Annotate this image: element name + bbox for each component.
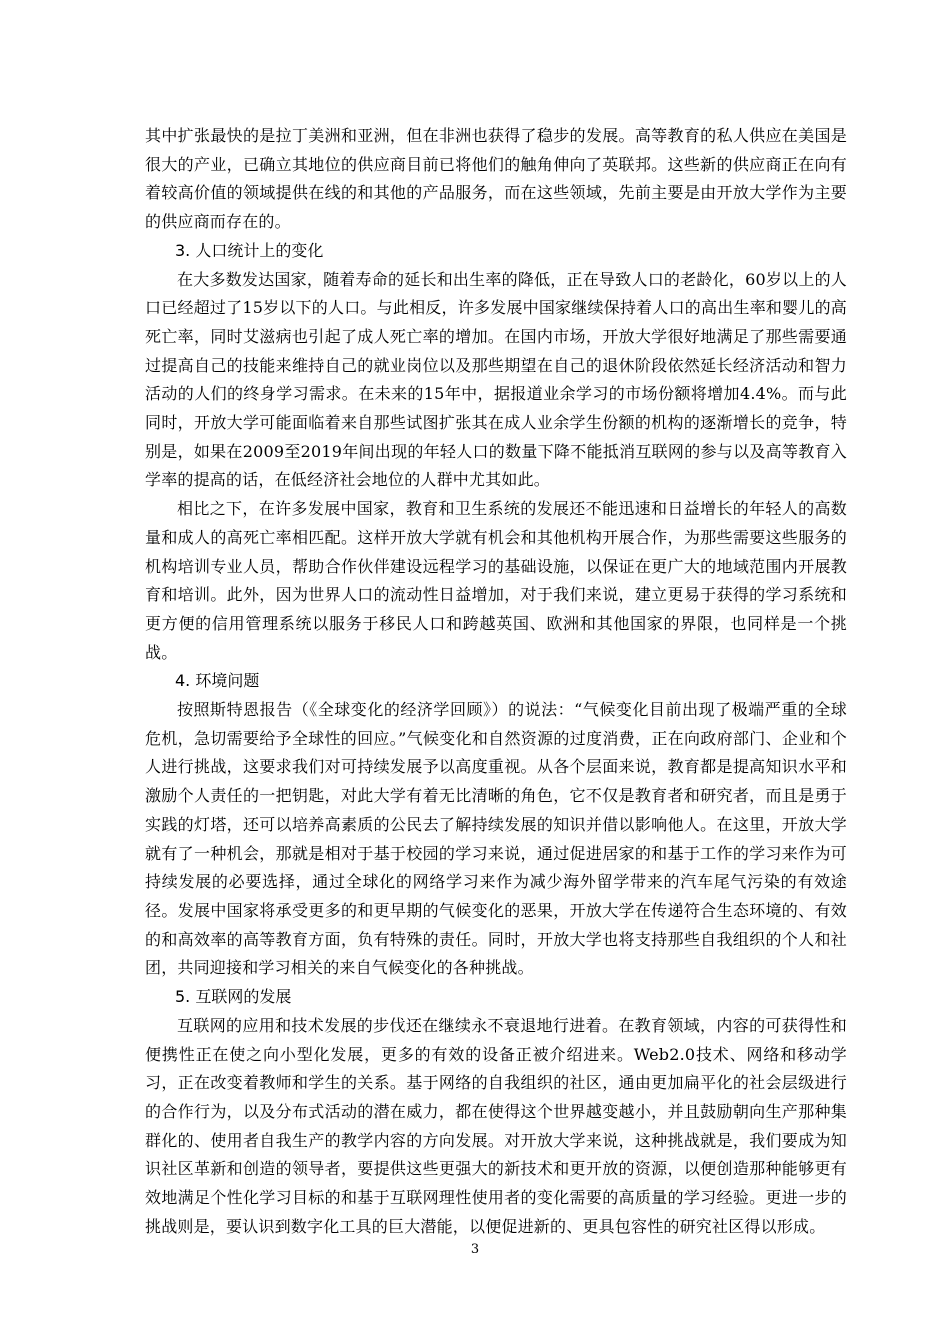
paragraph-environment: 按照斯特恩报告（《全球变化的经济学回顾》）的说法：“气候变化目前出现了极端严重的全球危机，急切需要给予全球性的回应。”气候变化和自然资源的过度消费，正在向政府部门、企业和个人进行挑战，这要求我们对可持续发展予以高度重视。从各个层面来说，教育都是提高知识水平和激励个人责任的一把钥匙，对此大学有着无比清晰的角色，它不仅是教育者和研究者，而且是勇于实践的灯塔，还可以培养高素质的公民去了解持续发展的知识并借以影响他人。在这里，开放大学就有了一种机会，那就是相对于基于校园的学习来说，通过促进居家的和基于工作的学习来作为可持续发展的必要选择，通过全球化的网络学习来作为减少海外留学带来的汽车尾气污染的有效途径。发展中国家将承受更多的和更早期的气候变化的恶果，开放大学在传递符合生态环境的、有效的和高效率的高等教育方面，负有特殊的责任。同时，开放大学也将支持那些自我组织的个人和社团，共同迎接和学习相关的来自气候变化的各种挑战。 xyxy=(145,700,847,978)
paragraph-internet: 互联网的应用和技术发展的步伐还在继续永不衰退地行进着。在教育领域，内容的可获得性和便携性正在使之向小型化发展，更多的有效的设备正被介绍进来。Web2.0技术、网络和移动学习，正在改变着教师和学生的关系。基于网络的自我组织的社区，通由更加扁平化的社会层级进行的合作行为，以及分布式活动的潜在威力，都在使得这个世界越变越小，并且鼓励朝向生产那种集群化的、使用者自我生产的教学内容的方向发展。对开放大学来说，这种挑战就是，我们要成为知识社区革新和创造的领导者，要提供这些更强大的新技术和更开放的资源，以便创造那种能够更有效地满足个性化学习目标的和基于互联网理性使用者的变化需要的高质量的学习经验。更进一步的挑战则是，要认识到数字化工具的巨大潜能，以便促进新的、更具包容性的研究社区得以形成。 xyxy=(145,1015,847,1236)
paragraph-continuation: 其中扩张最快的是拉丁美洲和亚洲，但在非洲也获得了稳步的发展。高等教育的私人供应在美国是很大的产业，已确立其地位的供应商目前已将他们的触角伸向了英联邦。这些新的供应商正在向有着较高价值的领域提供在线的和其他的产品服务，而在这些领域，先前主要是由开放大学作为主要的供应商而存在的。 xyxy=(145,126,847,232)
section-heading-demographics: 3. 人口统计上的变化 xyxy=(175,240,324,260)
section-heading-environment: 4. 环境问题 xyxy=(175,671,260,691)
section-heading-internet: 5. 互联网的发展 xyxy=(175,987,292,1007)
document-body xyxy=(145,122,847,1241)
paragraph-demographics-2: 相比之下，在许多发展中国家，教育和卫生系统的发展还不能迅速和日益增长的年轻人的高数量和成人的高死亡率相匹配。这样开放大学就有机会和其他机构开展合作，为那些需要这些服务的机构培训专业人员，帮助合作伙伴建设远程学习的基础设施，以保证在更广大的地域范围内开展教育和培训。此外，因为世界人口的流动性日益增加，对于我们来说，建立更易于获得的学习系统和更方便的信用管理系统以服务于移民人口和跨越英国、欧洲和其他国家的界限，也同样是一个挑战。 xyxy=(145,499,847,662)
page-number: 3 xyxy=(470,1242,480,1257)
paragraph-demographics-1: 在大多数发达国家，随着寿命的延长和出生率的降低，正在导致人口的老龄化，60岁以上的人口已经超过了15岁以下的人口。与此相反，许多发展中国家继续保持着人口的高出生率和婴儿的高死亡率，同时艾滋病也引起了成人死亡率的增加。在国内市场，开放大学很好地满足了那些需要通过提高自己的技能来维持自己的就业岗位以及那些期望在自己的退休阶段依然延长经济活动和智力活动的人们的终身学习需求。在未来的15年中，据报道业余学习的市场份额将增加4.4%。而与此同时，开放大学可能面临着来自那些试图扩张其在成人业余学生份额的机构的逐渐增长的竞争，特别是，如果在2009至2019年间出现的年轻人口的数量下降不能抵消互联网的参与以及高等教育入学率的提高的话，在低经济社会地位的人群中尤其如此。 xyxy=(145,269,847,490)
